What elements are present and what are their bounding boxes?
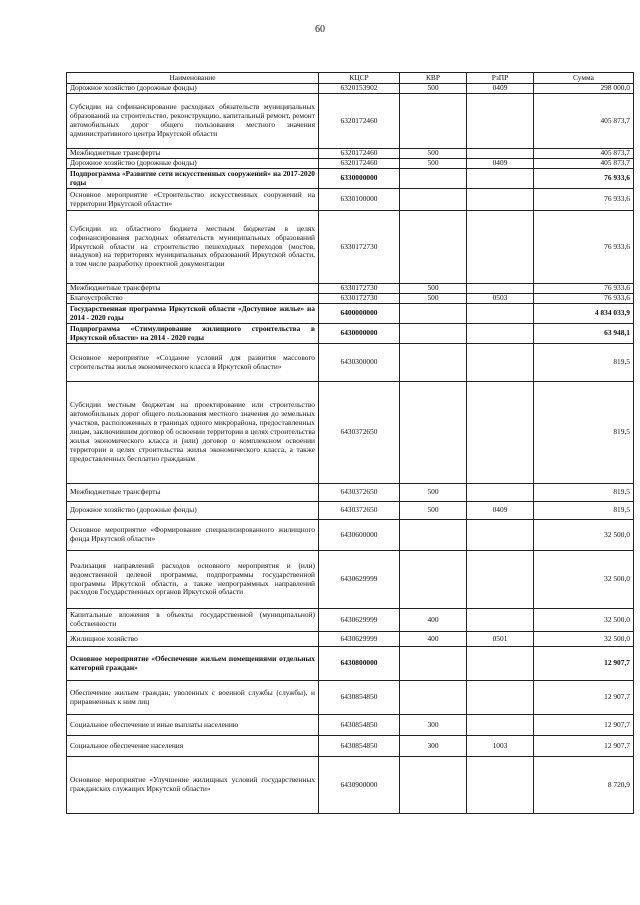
table-row: [67, 149, 634, 159]
row-name-cell: Реализация направлений расходов основного мероприятия и (или) ведомственной целевой программы, подпрограммы государственной программы Иркутской области, а также непрограммных направлений расходов Государственных органов Иркутской области: [67, 551, 319, 609]
row-sum-cell: 32 500,0: [534, 632, 634, 647]
row-name-cell: Субсидии местным бюджетам на проектирование или строительство автомобильных дорог общего пользования местного значения до земельных участков, расположенных в границах одного микрорайона, предоставленных лицам, заключившим договор об освоении территории в целях строительства жилья экономического класса и (или) договор о комплексном освоении территории в целях строительства жилья экономического класса, а также предоставленных бесплатно гражданам: [67, 382, 319, 484]
row-sum-cell: 819,5: [534, 382, 634, 484]
table-row: [67, 294, 634, 304]
row-sum-cell: 32 500,0: [534, 551, 634, 609]
row-rzpr-cell: 0409: [467, 84, 534, 94]
table-row: [67, 520, 634, 551]
row-rzpr-cell: [467, 520, 534, 551]
row-kvr-cell: 500: [400, 502, 467, 520]
page-number: 60: [315, 24, 325, 35]
row-rzpr-cell: [467, 382, 534, 484]
table-row: [67, 551, 634, 609]
row-kcsr-cell: 6430854850: [319, 736, 400, 757]
table-row: [67, 609, 634, 632]
header-name: Наименование: [67, 73, 319, 84]
row-rzpr-cell: [467, 324, 534, 344]
row-kvr-cell: 400: [400, 609, 467, 632]
row-rzpr-cell: [467, 647, 534, 681]
row-kvr-cell: 500: [400, 484, 467, 502]
row-name-cell: Государственная программа Иркутской области «Доступное жилье» на 2014 - 2020 годы: [67, 304, 319, 324]
row-name-cell: Благоустройство: [67, 294, 319, 304]
row-sum-cell: 76 933,6: [534, 284, 634, 294]
row-kcsr-cell: 6430854850: [319, 715, 400, 736]
row-kvr-cell: [400, 94, 467, 149]
header-kvr: КВР: [400, 73, 467, 84]
table-row: [67, 757, 634, 814]
table-row: [67, 189, 634, 211]
header-sum: Сумма: [534, 73, 634, 84]
row-kcsr-cell: 6430300000: [319, 344, 400, 382]
row-sum-cell: 819,5: [534, 502, 634, 520]
row-name-cell: Основное мероприятие «Улучшение жилищных условий государственных гражданских служащих Иркутской области»: [67, 757, 319, 814]
row-rzpr-cell: 0409: [467, 159, 534, 169]
row-kcsr-cell: 6400000000: [319, 304, 400, 324]
budget-table: [66, 72, 634, 814]
row-rzpr-cell: 0409: [467, 502, 534, 520]
table-row: [67, 284, 634, 294]
row-kvr-cell: [400, 211, 467, 284]
row-sum-cell: 32 500,0: [534, 609, 634, 632]
row-kcsr-cell: 6430629999: [319, 551, 400, 609]
row-rzpr-cell: [467, 284, 534, 294]
row-kcsr-cell: 6320172460: [319, 159, 400, 169]
row-kvr-cell: 500: [400, 149, 467, 159]
row-name-cell: Дорожное хозяйство (дорожные фонды): [67, 502, 319, 520]
row-name-cell: Жилищное хозяйство: [67, 632, 319, 647]
table-row: [67, 211, 634, 284]
row-sum-cell: 12 907,7: [534, 715, 634, 736]
row-sum-cell: 819,5: [534, 344, 634, 382]
row-name-cell: Межбюджетные трансферты: [67, 284, 319, 294]
table-row: [67, 94, 634, 149]
row-sum-cell: 819,5: [534, 484, 634, 502]
row-sum-cell: 76 933,6: [534, 169, 634, 189]
row-kvr-cell: [400, 382, 467, 484]
table-row: [67, 502, 634, 520]
row-rzpr-cell: [467, 149, 534, 159]
row-name-cell: Основное мероприятие «Строительство искусственных сооружений на территории Иркутской области»: [67, 189, 319, 211]
row-name-cell: Капитальные вложения в объекты государственной (муниципальной) собственности: [67, 609, 319, 632]
row-sum-cell: 12 907,7: [534, 681, 634, 715]
table-row: [67, 84, 634, 94]
table-row: [67, 169, 634, 189]
row-kcsr-cell: 6430600000: [319, 520, 400, 551]
row-kcsr-cell: 6320172460: [319, 94, 400, 149]
row-kvr-cell: [400, 304, 467, 324]
row-sum-cell: 63 948,1: [534, 324, 634, 344]
row-name-cell: Основное мероприятие «Создание условий для развития массового строительства жилья экономического класса в Иркутской области»: [67, 344, 319, 382]
row-name-cell: Основное мероприятие «Формирование специализированного жилищного фонда Иркутской области»: [67, 520, 319, 551]
row-sum-cell: 76 933,6: [534, 294, 634, 304]
row-rzpr-cell: [467, 94, 534, 149]
row-rzpr-cell: [467, 484, 534, 502]
row-name-cell: Обеспечение жильем граждан, уволенных с военной службы (службы), и приравненных к ним лиц: [67, 681, 319, 715]
row-name-cell: Основное мероприятие «Обеспечение жильем помещениями отдельных категорий граждан»: [67, 647, 319, 681]
row-rzpr-cell: [467, 551, 534, 609]
row-kcsr-cell: 6430900000: [319, 757, 400, 814]
row-name-cell: Подпрограмма «Стимулирование жилищного строительства в Иркутской области» на 2014 - 2020 годы: [67, 324, 319, 344]
row-rzpr-cell: [467, 757, 534, 814]
row-kvr-cell: [400, 324, 467, 344]
row-name-cell: Социальное обеспечение и иные выплаты населению: [67, 715, 319, 736]
row-kcsr-cell: 6320153902: [319, 84, 400, 94]
row-kcsr-cell: 6430372650: [319, 502, 400, 520]
row-rzpr-cell: [467, 189, 534, 211]
row-kcsr-cell: 6430629999: [319, 609, 400, 632]
table-row: [67, 159, 634, 169]
row-rzpr-cell: [467, 304, 534, 324]
row-kvr-cell: 500: [400, 294, 467, 304]
row-kvr-cell: 500: [400, 284, 467, 294]
table-header-row: [67, 73, 634, 84]
row-name-cell: Субсидии на софинансирование расходных обязательств муниципальных образований на строительство, реконструкцию, капитальный ремонт, ремонт автомобильных дорог общего пользования местного значения административного центра Иркутской области: [67, 94, 319, 149]
row-sum-cell: 405 873,7: [534, 149, 634, 159]
row-kcsr-cell: 6430629999: [319, 632, 400, 647]
row-kcsr-cell: 6430372650: [319, 382, 400, 484]
row-rzpr-cell: 0503: [467, 294, 534, 304]
row-rzpr-cell: 0501: [467, 632, 534, 647]
row-name-cell: Дорожное хозяйство (дорожные фонды): [67, 84, 319, 94]
row-rzpr-cell: [467, 609, 534, 632]
row-sum-cell: 76 933,6: [534, 189, 634, 211]
row-sum-cell: 405 873,7: [534, 94, 634, 149]
row-sum-cell: 4 834 033,9: [534, 304, 634, 324]
row-kvr-cell: 300: [400, 715, 467, 736]
row-kcsr-cell: 6330172730: [319, 294, 400, 304]
row-kvr-cell: [400, 169, 467, 189]
row-kcsr-cell: 6430800000: [319, 647, 400, 681]
header-kcsr: КЦСР: [319, 73, 400, 84]
row-rzpr-cell: [467, 681, 534, 715]
row-kcsr-cell: 6320172460: [319, 149, 400, 159]
table-row: [67, 681, 634, 715]
row-kvr-cell: [400, 520, 467, 551]
row-kvr-cell: 500: [400, 84, 467, 94]
table-row: [67, 632, 634, 647]
row-kvr-cell: [400, 757, 467, 814]
row-kcsr-cell: 6330100000: [319, 189, 400, 211]
row-kcsr-cell: 6430000000: [319, 324, 400, 344]
table-row: [67, 736, 634, 757]
table-row: [67, 382, 634, 484]
row-kcsr-cell: 6330172730: [319, 284, 400, 294]
row-name-cell: Дорожное хозяйство (дорожные фонды): [67, 159, 319, 169]
table-row: [67, 484, 634, 502]
row-sum-cell: 8 720,9: [534, 757, 634, 814]
header-rzpr: РзПР: [467, 73, 534, 84]
table-row: [67, 324, 634, 344]
row-rzpr-cell: [467, 169, 534, 189]
row-rzpr-cell: [467, 344, 534, 382]
table-row: [67, 715, 634, 736]
row-name-cell: Межбюджетные трансферты: [67, 484, 319, 502]
row-name-cell: Межбюджетные трансферты: [67, 149, 319, 159]
row-sum-cell: 76 933,6: [534, 211, 634, 284]
table-row: [67, 647, 634, 681]
row-kcsr-cell: 6430854850: [319, 681, 400, 715]
row-sum-cell: 405 873,7: [534, 159, 634, 169]
table-row: [67, 304, 634, 324]
row-sum-cell: 12 907,7: [534, 736, 634, 757]
table-row: [67, 344, 634, 382]
row-kvr-cell: [400, 681, 467, 715]
row-kvr-cell: [400, 551, 467, 609]
row-kcsr-cell: 6330000000: [319, 169, 400, 189]
row-name-cell: Субсидии из областного бюджета местным бюджетам в целях софинансирования расходных обязательств муниципальных образований Иркутской области на строительство пешеходных переходов (мостов, виадуков) на территориях муниципальных образований Иркутской области, в том числе разработку проектной документации: [67, 211, 319, 284]
row-rzpr-cell: [467, 211, 534, 284]
row-kvr-cell: 500: [400, 159, 467, 169]
row-sum-cell: 298 000,0: [534, 84, 634, 94]
row-rzpr-cell: 1003: [467, 736, 534, 757]
row-rzpr-cell: [467, 715, 534, 736]
row-sum-cell: 12 907,7: [534, 647, 634, 681]
row-kcsr-cell: 6330172730: [319, 211, 400, 284]
row-kvr-cell: [400, 647, 467, 681]
row-kcsr-cell: 6430372650: [319, 484, 400, 502]
row-name-cell: Подпрограмма «Развитие сети искусственных сооружений» на 2017-2020 годы: [67, 169, 319, 189]
row-kvr-cell: 400: [400, 632, 467, 647]
row-sum-cell: 32 500,0: [534, 520, 634, 551]
row-kvr-cell: [400, 189, 467, 211]
row-kvr-cell: [400, 344, 467, 382]
row-name-cell: Социальное обеспечение населения: [67, 736, 319, 757]
row-kvr-cell: 300: [400, 736, 467, 757]
